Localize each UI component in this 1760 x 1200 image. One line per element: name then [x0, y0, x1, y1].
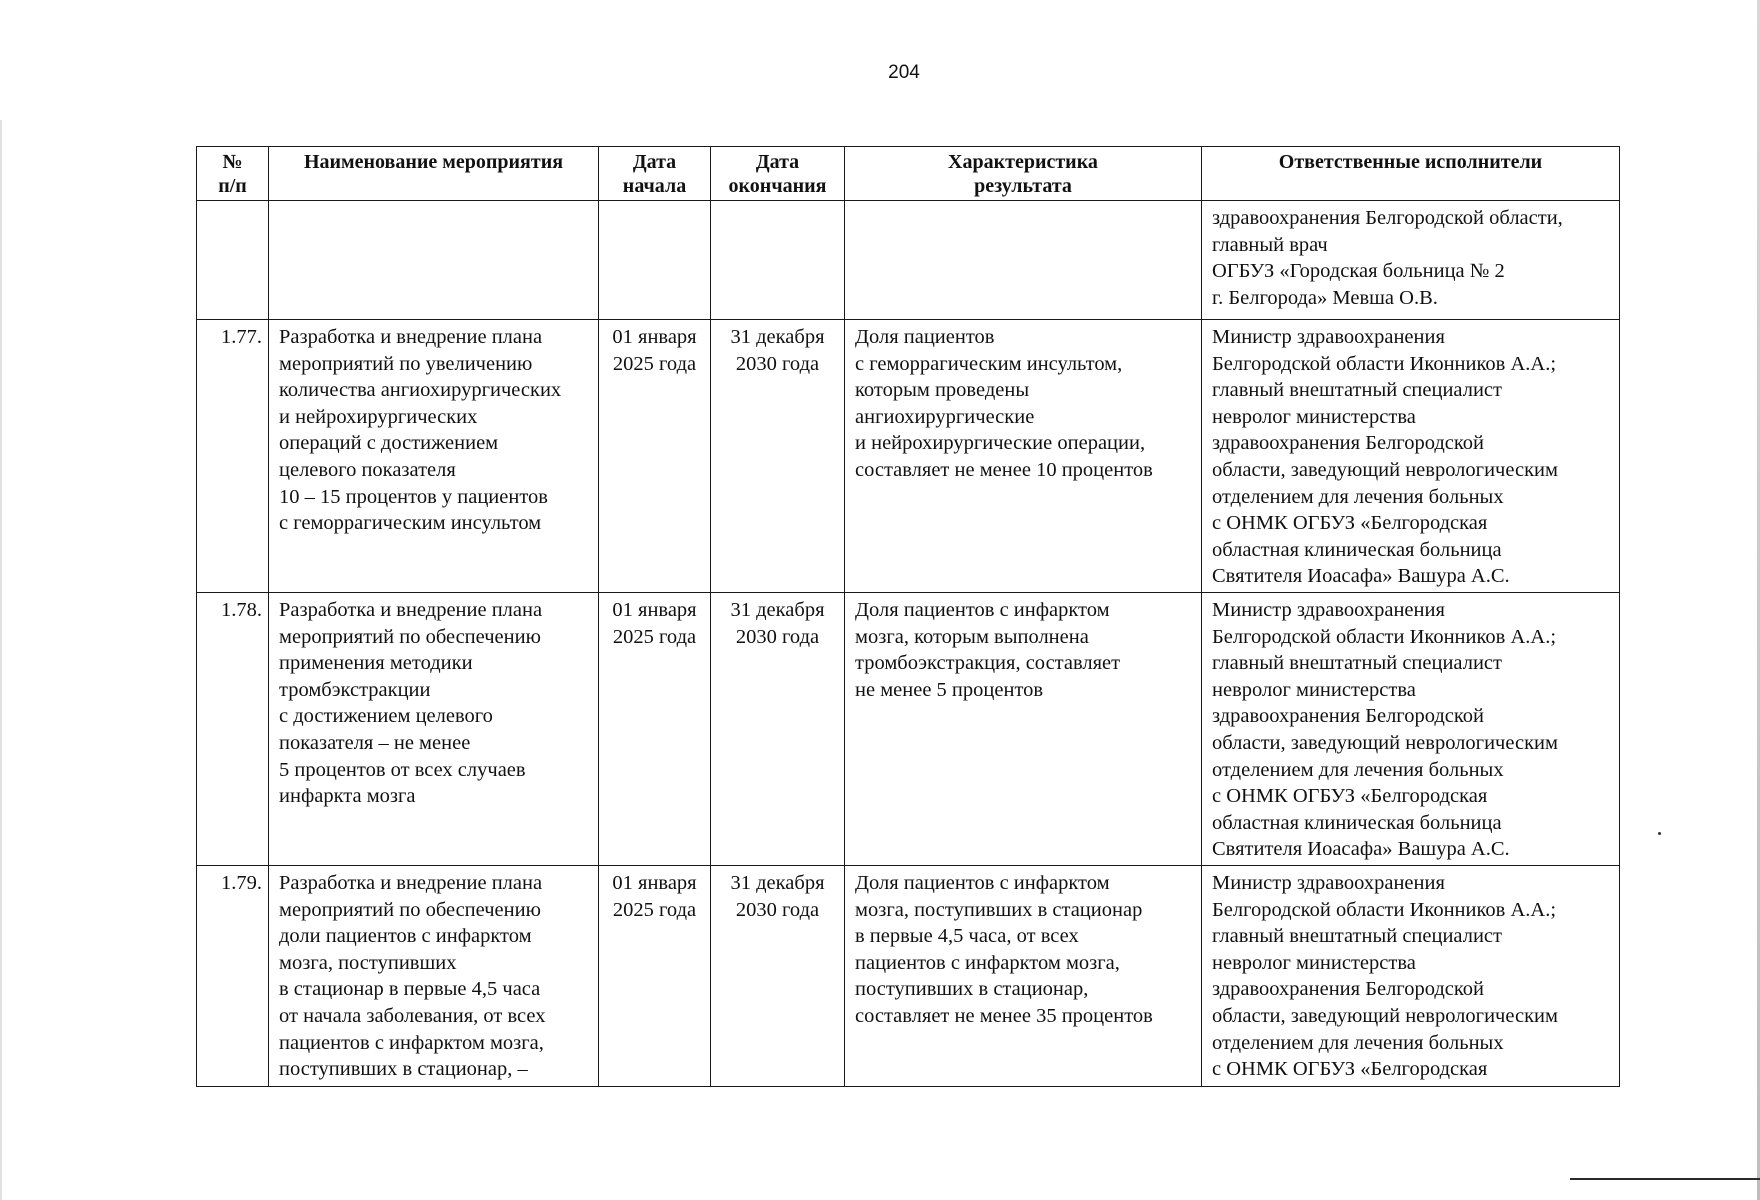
cell-start: 01 января 2025 года — [599, 866, 711, 1087]
cell-name: Разработка и внедрение плана мероприятий по увеличению количества ангиохирургических и нейрохирургических операций с достижением целевого показателя 10 – 15 процентов у пациентов с геморрагическим инсультом — [269, 320, 599, 593]
cell-end — [711, 201, 845, 320]
cell-responsible: Министр здравоохранения Белгородской области Иконников А.А.; главный внештатный специалист невролог министерства здравоохранения Белгородской области, заведующий неврологическим отделением для лечения больных с ОНМК ОГБУЗ «Белгородская областная клиническая больница Святителя Иоасафа» Вашура А.С. — [1202, 320, 1620, 593]
cell-result: Доля пациентов с геморрагическим инсультом, которым проведены ангиохирургические и нейрохирургические операции, составляет не менее 10 процентов — [845, 320, 1202, 593]
table-header-row — [197, 147, 1620, 201]
scan-edge-left — [0, 120, 2, 1200]
table-row — [197, 593, 1620, 866]
events-table — [196, 146, 1620, 1087]
cell-result — [845, 201, 1202, 320]
cell-num: 1.78. — [197, 593, 269, 866]
table-row-continuation — [197, 201, 1620, 320]
cell-name: Разработка и внедрение плана мероприятий по обеспечению применения методики тромбэкстракции с достижением целевого показателя – не менее 5 процентов от всех случаев инфаркта мозга — [269, 593, 599, 866]
header-responsible: Ответственные исполнители — [1202, 147, 1620, 201]
cell-result: Доля пациентов с инфарктом мозга, которым выполнена тромбоэкстракция, составляет не менее 5 процентов — [845, 593, 1202, 866]
header-end-date: Дата окончания — [711, 147, 845, 201]
header-start-date: Дата начала — [599, 147, 711, 201]
cell-start: 01 января 2025 года — [599, 320, 711, 593]
cell-responsible — [1202, 866, 1620, 1087]
events-table-container — [196, 146, 1620, 1087]
cell-result: Доля пациентов с инфарктом мозга, поступивших в стационар в первые 4,5 часа, от всех пациентов с инфарктом мозга, поступивших в стационар, составляет не менее 35 процентов — [845, 866, 1202, 1087]
cell-responsible: Министр здравоохранения Белгородской области Иконников А.А.; главный внештатный специалист невролог министерства здравоохранения Белгородской области, заведующий неврологическим отделением для лечения больных с ОНМК ОГБУЗ «Белгородская областная клиническая больница Святителя Иоасафа» Вашура А.С. — [1202, 593, 1620, 866]
header-name: Наименование мероприятия — [269, 147, 599, 201]
cell-name — [269, 201, 599, 320]
cell-start: 01 января 2025 года — [599, 593, 711, 866]
header-result: Характеристика результата — [845, 147, 1202, 201]
cell-end: 31 декабря 2030 года — [711, 593, 845, 866]
table-row — [197, 320, 1620, 593]
cell-num — [197, 201, 269, 320]
cell-num: 1.77. — [197, 320, 269, 593]
page-number: 204 — [888, 62, 920, 83]
scan-artifact-line — [1570, 1178, 1760, 1180]
cell-responsible-text: Министр здравоохранения Белгородской области Иконников А.А.; главный внештатный специалист невролог министерства здравоохранения Белгородской области, заведующий неврологическим отделением для лечения больных с ОНМК ОГБУЗ «Белгородская — [1212, 872, 1558, 1080]
cell-num: 1.79. — [197, 866, 269, 1087]
cell-name — [269, 866, 599, 1087]
cell-responsible: здравоохранения Белгородской области, главный врач ОГБУЗ «Городская больница № 2 г. Белгорода» Мевша О.В. — [1202, 201, 1620, 320]
cell-end: 31 декабря 2030 года — [711, 866, 845, 1087]
cell-start — [599, 201, 711, 320]
table-row — [197, 866, 1620, 1087]
cell-end: 31 декабря 2030 года — [711, 320, 845, 593]
header-num: № п/п — [197, 147, 269, 201]
scan-speck — [1658, 832, 1661, 835]
cell-name-text: Разработка и внедрение плана мероприятий по обеспечению доли пациентов с инфарктом мозга, поступивших в стационар в первые 4,5 часа от начала заболевания, от всех пациентов с инфарктом мозга, поступивших в стационар, – — [279, 872, 546, 1080]
